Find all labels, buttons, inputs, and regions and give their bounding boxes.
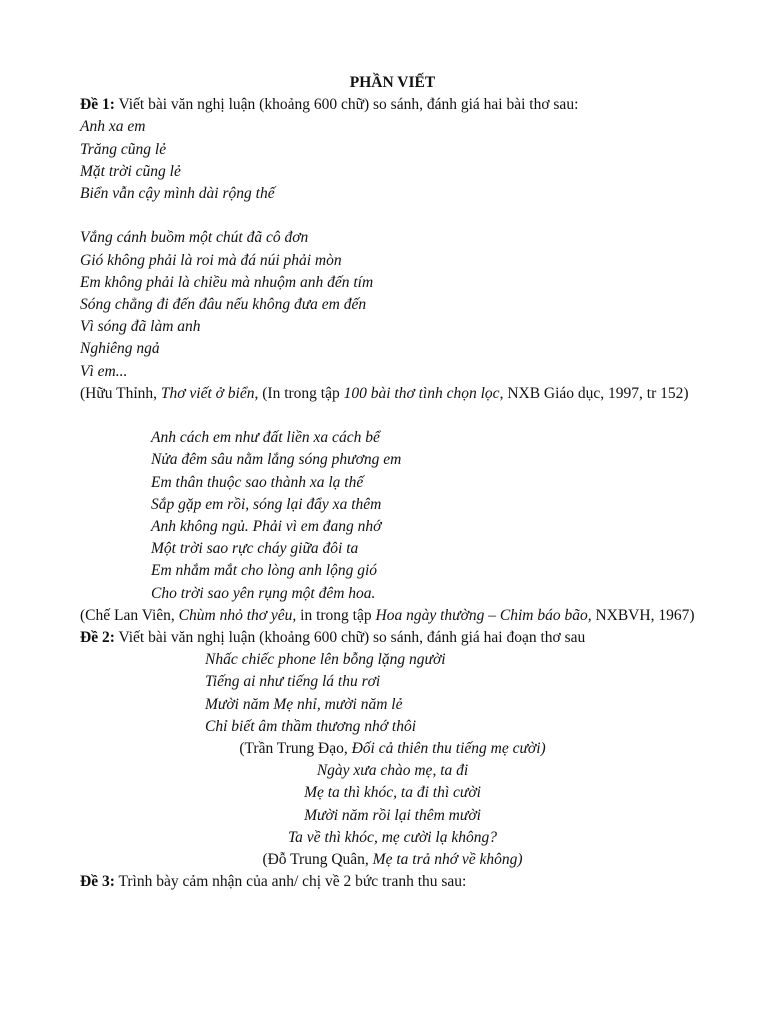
poem-line: Anh xa em [80,118,146,136]
poem-line: Mười năm Mẹ nhỉ, mười năm lẻ [205,695,403,713]
source-publisher: , NXB Giáo dục, 1997, tr 152) [499,384,689,402]
page-title: PHẦN VIẾT [349,74,436,91]
source-author: (Hữu Thỉnh, [80,384,161,402]
poem-line: Mặt trời cũng lẻ [80,162,181,180]
poem-source [80,738,705,760]
poem-line: Cho trời sao yên rụng một đêm hoa. [151,584,376,602]
poem-line: Một trời sao rực cháy giữa đôi ta [151,540,359,558]
poem-line: Mẹ ta thì khóc, ta đi thì cười [304,784,481,802]
de2-heading [80,627,705,649]
poem-line: Biển vẫn cậy mình dài rộng thế [80,185,275,203]
poem-line: Mười năm rồi lại thêm mười [304,806,481,824]
source-text: , (In trong tập [254,384,344,402]
poem-line: Anh không ngủ. Phải vì em đang nhớ [151,518,382,536]
poem-source [80,849,705,871]
de3-label: Đề 3: [80,873,115,891]
de2-prompt: Viết bài văn nghị luận (khoảng 600 chữ) so sánh, đánh giá hai đoạn thơ sau [114,629,586,647]
source-work: Mẹ ta trả nhớ về không) [372,851,523,869]
poem-line: Vì em... [80,362,128,380]
poem-line: Vì sóng đã làm anh [80,318,201,336]
poem-line: Em thân thuộc sao thành xa lạ thế [151,473,364,491]
poem-line: Anh cách em như đất liền xa cách bể [151,429,380,447]
source-collection: 100 bài thơ tình chọn lọc [343,384,500,402]
poem-line: Ta về thì khóc, mẹ cười lạ không? [287,828,497,846]
source-work: Đối cả thiên thu tiếng mẹ cười) [351,740,546,758]
source-publisher: NXBVH, 1967) [591,606,695,624]
source-collection: Hoa ngày thường – Chim báo bão, [375,606,592,624]
source-author: (Trần Trung Đạo, [239,740,352,758]
poem-line: Chỉ biết âm thầm thương nhớ thôi [205,717,416,735]
stanza-gap [80,205,705,227]
de2-label: Đề 2: [80,629,115,647]
poem-source [80,383,705,405]
poem-line: Nhấc chiếc phone lên bỗng lặng người [205,651,446,669]
poem-line: Sắp gặp em rồi, sóng lại đẩy xa thêm [151,495,382,513]
source-author: (Chế Lan Viên, [80,606,179,624]
source-author: (Đỗ Trung Quân, [262,851,373,869]
poem-source [80,605,705,627]
poem-line: Em không phải là chiều mà nhuộm anh đến tím [80,273,374,291]
source-work: Chùm nhỏ thơ yêu, [178,606,297,624]
de3-prompt: Trình bày cảm nhận của anh/ chị về 2 bức tranh thu sau: [114,873,467,891]
poem-line: Gió không phải là roi mà đá núi phải mòn [80,251,342,269]
poem-line: Nghiêng ngả [80,340,160,358]
stanza-gap [80,405,705,427]
de3-heading [80,871,705,893]
poem-line: Tiếng ai như tiếng lá thu rơi [205,673,381,691]
poem-line: Em nhắm mắt cho lòng anh lộng gió [151,562,378,580]
de1-label: Đề 1: [80,96,115,114]
document-page [80,72,705,893]
de1-heading [80,94,705,116]
poem-line: Vắng cánh buồm một chút đã cô đơn [80,229,309,247]
poem-line: Nửa đêm sâu nằm lắng sóng phương em [151,451,402,469]
poem-line: Trăng cũng lẻ [80,140,167,158]
poem-line: Ngày xưa chào mẹ, ta đi [316,762,469,780]
source-text: in trong tập [296,606,376,624]
source-work: Thơ viết ở biển [160,384,255,402]
poem-line: Sóng chẳng đi đến đâu nếu không đưa em đến [80,296,367,314]
de1-prompt: Viết bài văn nghị luận (khoảng 600 chữ) so sánh, đánh giá hai bài thơ sau: [114,96,579,114]
